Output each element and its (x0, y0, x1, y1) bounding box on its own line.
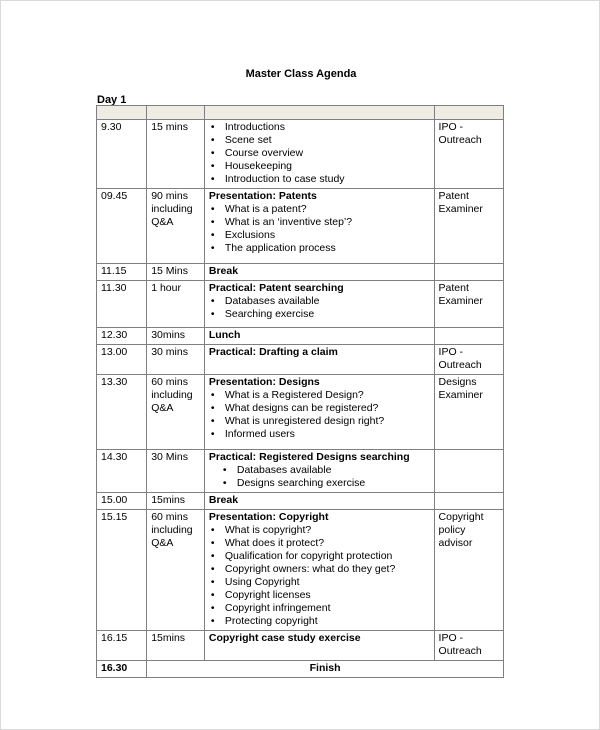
bullet-item: • Designs searching exercise (209, 477, 430, 490)
activity-cell (204, 510, 434, 631)
bullet-list (209, 295, 430, 321)
activity-cell (204, 493, 434, 510)
bullet-item: • Qualification for copyright protection (209, 550, 430, 563)
speaker-cell (434, 450, 503, 493)
duration-cell: 1 hour (147, 281, 205, 328)
time-cell: 13.00 (97, 345, 147, 375)
bullet-item: • Copyright owners: what do they get? (209, 563, 430, 576)
day-label: Day 1 (97, 94, 127, 106)
bullet-list (209, 121, 430, 186)
speaker-cell: Copyright policy advisor (434, 510, 503, 631)
agenda-row (97, 631, 504, 661)
bullet-item: • Exclusions (209, 229, 430, 242)
activity-heading: Copyright case study exercise (208, 632, 361, 644)
activity-cell (204, 120, 434, 189)
agenda-row (97, 264, 504, 281)
activity-cell (204, 375, 434, 450)
agenda-row (97, 450, 504, 493)
duration-cell: 30 Mins (147, 450, 205, 493)
activity-heading: Break (208, 265, 239, 277)
finish-row (97, 661, 504, 678)
agenda-row (97, 281, 504, 328)
bullet-item: • What is an ‘inventive step’? (209, 216, 430, 229)
activity-cell (204, 264, 434, 281)
duration-cell: 60 mins including Q&A (147, 510, 205, 631)
activity-heading: Presentation: Copyright (208, 511, 329, 523)
bullet-item: • Copyright licenses (209, 589, 430, 602)
finish-label-cell: Finish (147, 661, 504, 678)
time-cell: 15.00 (97, 493, 147, 510)
duration-cell: 15 Mins (147, 264, 205, 281)
speaker-cell: Patent Examiner (434, 189, 503, 264)
duration-cell: 15mins (147, 631, 205, 661)
activity-heading: Lunch (208, 329, 241, 341)
time-cell: 16.15 (97, 631, 147, 661)
agenda-row (97, 189, 504, 264)
bullet-item: • Databases available (209, 464, 430, 477)
time-cell: 15.15 (97, 510, 147, 631)
activity-cell (204, 189, 434, 264)
header-cell-activity (204, 106, 434, 120)
bullet-item: • Protecting copyright (209, 615, 430, 628)
bullet-item: • Introductions (209, 121, 430, 134)
bullet-item: • What does it protect? (209, 537, 430, 550)
speaker-cell (434, 264, 503, 281)
duration-cell: 15 mins (147, 120, 205, 189)
time-cell: 12.30 (97, 328, 147, 345)
document-title: Master Class Agenda (245, 68, 357, 80)
activity-cell (204, 631, 434, 661)
table-header-row (97, 106, 504, 120)
activity-cell (204, 450, 434, 493)
speaker-cell: IPO - Outreach (434, 120, 503, 189)
agenda-row (97, 375, 504, 450)
header-cell-duration (147, 106, 205, 120)
bullet-item: • What designs can be registered? (209, 402, 430, 415)
bullet-list (209, 389, 430, 441)
time-cell: 11.30 (97, 281, 147, 328)
bullet-item: • Introduction to case study (209, 173, 430, 186)
speaker-cell: IPO - Outreach (434, 345, 503, 375)
time-cell: 14.30 (97, 450, 147, 493)
speaker-cell: IPO - Outreach (434, 631, 503, 661)
activity-heading: Presentation: Designs (208, 376, 320, 388)
bullet-list (209, 464, 430, 490)
time-cell: 09.45 (97, 189, 147, 264)
bullet-item: • Informed users (209, 428, 430, 441)
activity-heading: Presentation: Patents (208, 190, 317, 202)
bullet-item: • Scene set (209, 134, 430, 147)
speaker-cell: Patent Examiner (434, 281, 503, 328)
activity-cell (204, 345, 434, 375)
bullet-item: • What is a patent? (209, 203, 430, 216)
bullet-item: • What is a Registered Design? (209, 389, 430, 402)
bullet-list (209, 524, 430, 628)
bullet-item: • What is unregistered design right? (209, 415, 430, 428)
duration-cell: 90 mins including Q&A (147, 189, 205, 264)
time-cell: 9.30 (97, 120, 147, 189)
bullet-list (209, 203, 430, 255)
agenda-row (97, 493, 504, 510)
bullet-item: • The application process (209, 242, 430, 255)
agenda-row (97, 120, 504, 189)
activity-heading: Practical: Registered Designs searching (208, 451, 410, 463)
header-cell-speaker (434, 106, 503, 120)
speaker-cell (434, 493, 503, 510)
bullet-item: • What is copyright? (209, 524, 430, 537)
duration-cell: 30 mins (147, 345, 205, 375)
bullet-item: • Housekeeping (209, 160, 430, 173)
speaker-cell (434, 328, 503, 345)
agenda-table (96, 105, 504, 678)
activity-cell (204, 328, 434, 345)
header-cell-time (97, 106, 147, 120)
agenda-row (97, 510, 504, 631)
bullet-item: • Using Copyright (209, 576, 430, 589)
bullet-item: • Searching exercise (209, 308, 430, 321)
agenda-row (97, 345, 504, 375)
agenda-table-body (97, 106, 504, 678)
finish-time-cell: 16.30 (97, 661, 147, 678)
duration-cell: 30mins (147, 328, 205, 345)
bullet-item: • Databases available (209, 295, 430, 308)
activity-heading: Practical: Patent searching (208, 282, 344, 294)
speaker-cell: Designs Examiner (434, 375, 503, 450)
bullet-item: • Copyright infringement (209, 602, 430, 615)
agenda-row (97, 328, 504, 345)
time-cell: 13.30 (97, 375, 147, 450)
duration-cell: 60 mins including Q&A (147, 375, 205, 450)
activity-heading: Practical: Drafting a claim (208, 346, 338, 358)
time-cell: 11.15 (97, 264, 147, 281)
activity-heading: Break (208, 494, 239, 506)
activity-cell (204, 281, 434, 328)
duration-cell: 15mins (147, 493, 205, 510)
bullet-item: • Course overview (209, 147, 430, 160)
